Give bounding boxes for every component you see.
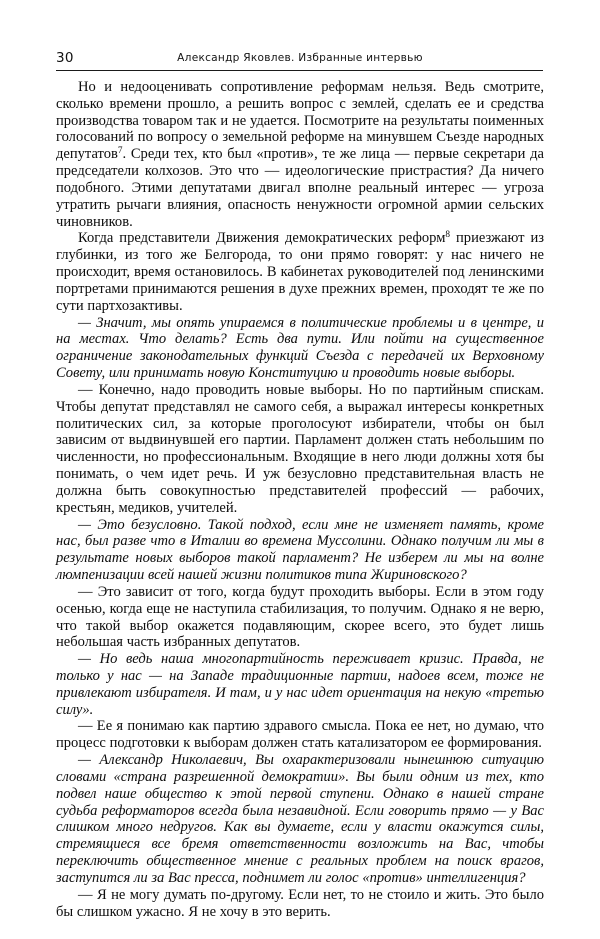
running-head <box>56 50 544 70</box>
paragraph-p6-answer: — Это зависит от того, когда будут проходить выборы. Если в этом году осенью, когда еще не наступила стабилизация, то получим. Однако я не верю, что такой выбор окажется подавляющим, скорее всего, это будет лишь небольшая часть избранных депутатов. <box>56 583 544 651</box>
paragraph-p8-answer: — Ее я понимаю как партию здравого смысла. Пока ее нет, но думаю, что процесс подготовки к выборам должен стать катализатором ее формирования. <box>56 718 544 752</box>
footnote-marker-7: 7 <box>117 146 123 157</box>
paragraph-p2 <box>56 230 544 314</box>
paragraph-p1 <box>56 79 544 230</box>
paragraph-p2-text-after: приезжают из глубинки, из того же Белгорода, то они прямо говорят: у нас ничего не происходит, время остановилось. В кабинетах руководителей под ленинскими портретами принимаются решения в духе прежних времен, проходят те же по сути партхозактивы. <box>56 230 544 314</box>
header-rule-divider <box>56 70 543 71</box>
footnote-marker-8: 8 <box>445 230 451 241</box>
page-number: 30 <box>56 50 74 66</box>
paragraph-p2-text: Когда представители Движения демократических реформ <box>78 230 446 247</box>
body-text-block <box>56 79 544 920</box>
paragraph-p3-question: — Значит, мы опять упираемся в политические проблемы и в центре, и на местах. Что делать? Есть два пути. Или пойти на существенное ограничение законодательных функций Съезда с передачей их Верховному Совету, или принимать новую Конституцию и проводить новые выборы. <box>56 314 544 382</box>
paragraph-p1-text: Но и недооценивать сопротивление реформам нельзя. Ведь смотрите, сколько времени прошло, а решить вопрос с землей, сделать ее и средства производства товаром так и не удается. Посмотрите на результаты поименных голосований по вопросу о земельной реформе на минувшем Съезде народных депутатов <box>56 79 544 163</box>
paragraph-p9-question: — Александр Николаевич, Вы охарактеризовали нынешнюю ситуацию словами «страна разрешенной демократии». Вы были одним из тех, кто подвел наше общество к этой первой ступени. Однако в нашей стране судьба реформаторов всегда была незавидной. Если говорить прямо — у Вас слишком много недругов. Как вы думаете, если у власти окажутся силы, стремящиеся все бремя ответственности возложить на Вас, чтобы переключить общественное мнение с реальных проблем на поиск врагов, заступится ли за Вас пресса, поднимет ли голос «против» интеллигенция? <box>56 752 544 886</box>
paragraph-p7-question: — Но ведь наша многопартийность переживает кризис. Правда, не только у нас — на Западе традиционные партии, надоев всем, тоже не привлекают избирателя. И там, и у нас идет ориентация на некую «третью силу». <box>56 651 544 718</box>
running-title: Александр Яковлев. Избранные интервью <box>177 52 423 64</box>
paragraph-p4-answer: — Конечно, надо проводить новые выборы. Но по партийным спискам. Чтобы депутат представлял не самого себя, а выражал интересы конкретных политических сил, за которые проголосуют избиратели, чтобы он был зависим от выдвинувшей его партии. Парламент должен стать небольшим по численности, но профессиональным. Входящие в него люди должны хотя бы понимать, о чем идет речь. И уж безусловно представительная власть не должна быть совокупностью представителей профессий — рабочих, крестьян, медиков, учителей. <box>56 381 544 516</box>
paragraph-p5-question: — Это безусловно. Такой подход, если мне не изменяет память, кроме нас, был разве что в Италии во времена Муссолини. Однако получим ли мы в результате новых выборов такой парламент? Не изберем ли мы на волне люмпенизации всей нашей жизни политиков типа Жириновского? <box>56 516 544 584</box>
paragraph-p10-answer: — Я не могу думать по-другому. Если нет, то не стоило и жить. Это было бы слишком ужасно. Я не хочу в это верить. <box>56 886 544 920</box>
paragraph-p1-text-after: . Среди тех, кто был «против», те же лица — первые секретари да председатели колхозов. Это что — идеологические пристрастия? Да ничего подобного. Этими депутатами двигал вполне реальный интерес — угроза утратить рычаги влияния, опасность ненужности огромной армии сельских чиновников. <box>56 146 544 230</box>
